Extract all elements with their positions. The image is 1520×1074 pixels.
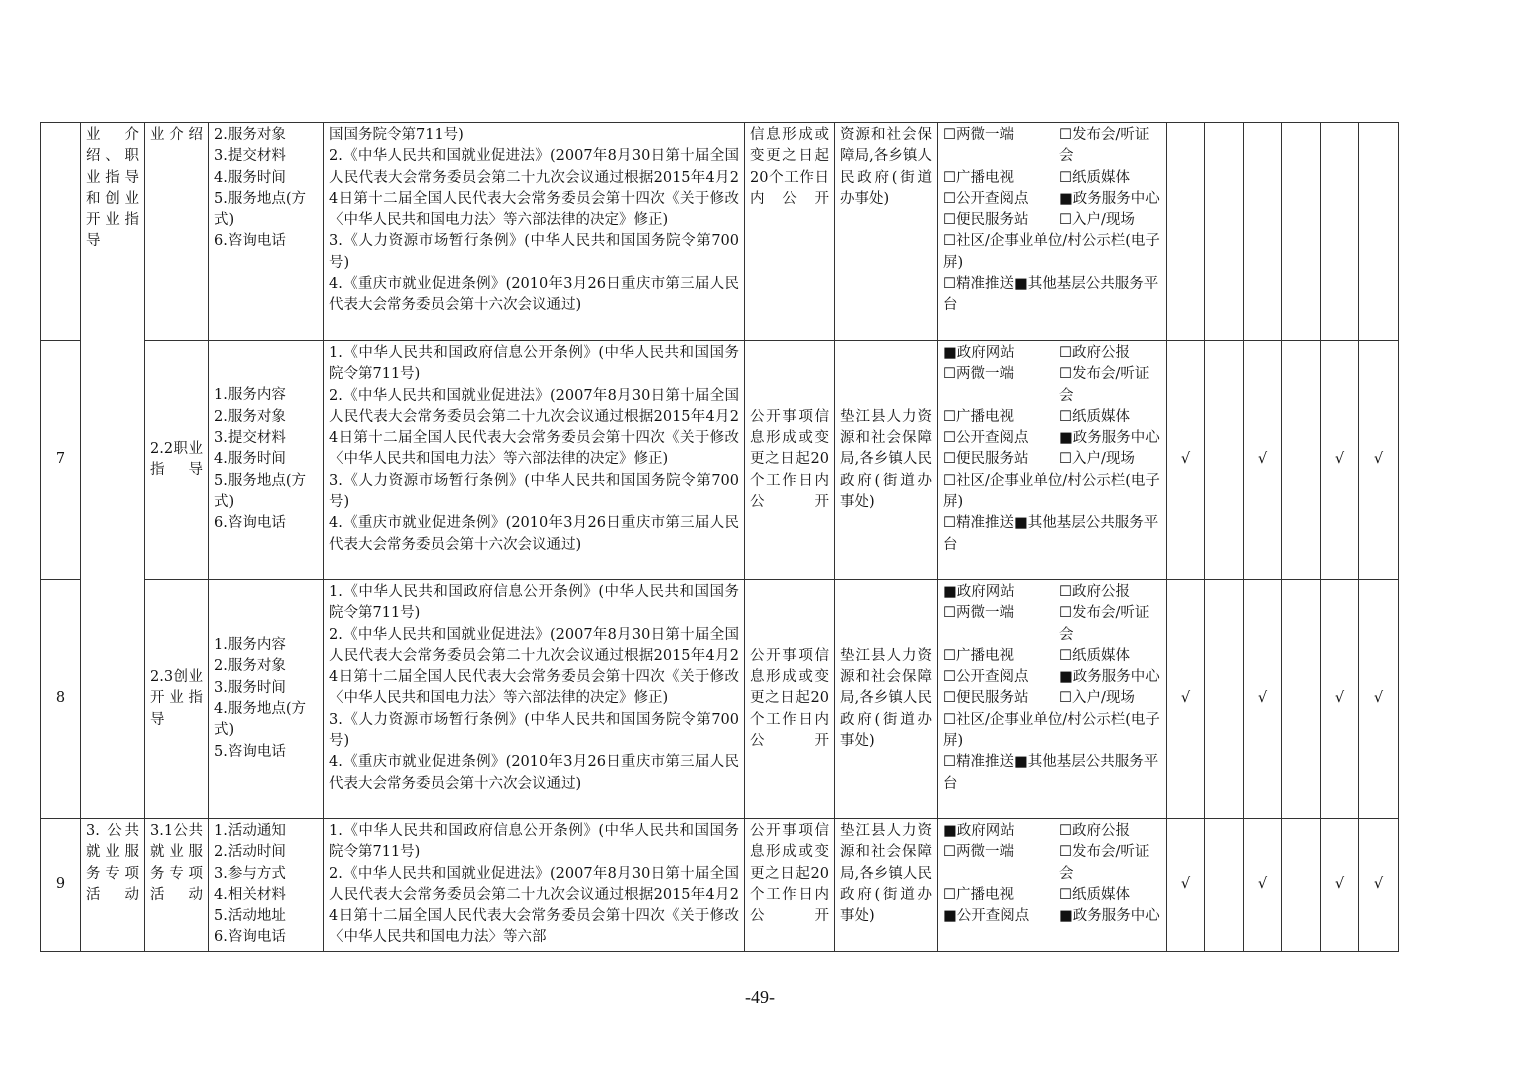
basis-text bbox=[324, 580, 745, 819]
channel-row bbox=[943, 449, 1161, 470]
channel-option: ☐入户/现场 bbox=[1059, 451, 1135, 468]
channel-option: ☐发布会/听证会 bbox=[1059, 127, 1150, 165]
basis-text bbox=[324, 123, 745, 341]
list-item: 4.服务时间 bbox=[214, 169, 286, 186]
channel-row bbox=[943, 667, 1161, 688]
check-cell: √ bbox=[1244, 580, 1282, 819]
check-cell: √ bbox=[1321, 580, 1359, 819]
channel-option: ☐广播电视 bbox=[943, 647, 1014, 664]
channel-row bbox=[943, 906, 1161, 927]
list-item: 3.《人力资源市场暂行条例》(中华人民共和国国务院令第700号) bbox=[329, 711, 739, 750]
list-item: 6.咨询电话 bbox=[214, 233, 286, 250]
channel-row bbox=[943, 821, 1161, 842]
disclosure-timeline: 公开事项信息形成或变更之日起20个工作日内公开 bbox=[745, 819, 835, 952]
list-item: 1.《中华人民共和国政府信息公开条例》(中华人民共和国国务院令第711号) bbox=[329, 584, 739, 622]
check-cell: √ bbox=[1359, 819, 1399, 952]
list-item: 6.咨询电话 bbox=[214, 515, 286, 532]
channel-row bbox=[943, 582, 1161, 603]
check-cell: √ bbox=[1167, 580, 1205, 819]
list-item: 5.服务地点(方式) bbox=[214, 472, 306, 510]
check-cell: √ bbox=[1244, 341, 1282, 580]
channel-option: ☐两微一端 bbox=[943, 605, 1014, 622]
list-item: 3.《人力资源市场暂行条例》(中华人民共和国国务院令第700号) bbox=[329, 233, 739, 271]
row-number: 7 bbox=[41, 341, 81, 580]
channel-option: ☐入户/现场 bbox=[1059, 690, 1135, 707]
channel-row: ☐精准推送■其他基层公共服务平台 bbox=[943, 754, 1159, 792]
channel-option: ☐纸质媒体 bbox=[1059, 647, 1130, 664]
check-cell bbox=[1359, 123, 1399, 341]
check-cell: √ bbox=[1321, 341, 1359, 580]
channel-option: ■政府网站 bbox=[943, 584, 1015, 600]
list-item: 2.《中华人民共和国就业促进法》(2007年8月30日第十届全国人民代表大会常务委员会第二十九次会议通过根据2015年4月24日第十二届全国人民代表大会常务委员会第十四次《关于修改〈中华人民共和国电力法〉等六部 bbox=[329, 865, 739, 946]
channel-row bbox=[943, 646, 1161, 667]
channel-row bbox=[943, 168, 1161, 189]
channel-option: ■政务服务中心 bbox=[1059, 669, 1160, 686]
channel-option: ☐发布会/听证会 bbox=[1059, 366, 1150, 404]
check-cell: √ bbox=[1359, 580, 1399, 819]
list-item: 5.咨询电话 bbox=[214, 743, 286, 760]
check-cell bbox=[1282, 341, 1321, 580]
channel-row bbox=[943, 407, 1161, 428]
channel-row bbox=[943, 125, 1161, 168]
row-number: 8 bbox=[41, 580, 81, 819]
check-cell bbox=[1205, 580, 1244, 819]
category-level2: 2.2职业指导 bbox=[145, 341, 209, 580]
list-item: 4.《重庆市就业促进条例》(2010年3月26日重庆市第三届人民代表大会常务委员会第十六次会议通过) bbox=[329, 515, 739, 553]
list-item: 4.《重庆市就业促进条例》(2010年3月26日重庆市第三届人民代表大会常务委员会第十六次会议通过) bbox=[329, 276, 739, 314]
channel-row bbox=[943, 189, 1161, 210]
disclosure-table bbox=[40, 122, 1399, 952]
disclosure-subject: 垫江县人力资源和社会保障局,各乡镇人民政府(街道办事处) bbox=[835, 580, 938, 819]
channel-option: ☐政府公报 bbox=[1059, 345, 1130, 361]
list-item: 1.服务内容 bbox=[214, 387, 286, 404]
list-item: 5.服务地点(方式) bbox=[214, 190, 306, 229]
disclosure-timeline: 公开事项信息形成或变更之日起20个工作日内公开 bbox=[745, 341, 835, 580]
disclosure-channels bbox=[938, 819, 1167, 952]
list-item: 2.《中华人民共和国就业促进法》(2007年8月30日第十届全国人民代表大会常务委员会第二十九次会议通过根据2015年4月24日第十二届全国人民代表大会常务委员会第十四次《关于修改〈中华人民共和国电力法〉等六部法律的决定》修正) bbox=[329, 148, 739, 229]
public-elements bbox=[209, 123, 324, 341]
row-number bbox=[41, 123, 81, 341]
list-item: 2.服务对象 bbox=[214, 127, 286, 143]
check-cell bbox=[1321, 123, 1359, 341]
channel-option: ☐两微一端 bbox=[943, 844, 1014, 861]
channel-row bbox=[943, 603, 1161, 646]
channel-option: ■政府网站 bbox=[943, 345, 1015, 361]
channel-option: ☐政府公报 bbox=[1059, 584, 1130, 600]
list-item: 3.提交材料 bbox=[214, 430, 286, 447]
public-elements bbox=[209, 341, 324, 580]
basis-text bbox=[324, 341, 745, 580]
check-cell: √ bbox=[1359, 341, 1399, 580]
disclosure-subject: 垫江县人力资源和社会保障局,各乡镇人民政府(街道办事处) bbox=[835, 341, 938, 580]
list-item: 2.《中华人民共和国就业促进法》(2007年8月30日第十届全国人民代表大会常务委员会第二十九次会议通过根据2015年4月24日第十二届全国人民代表大会常务委员会第十四次《关于修改〈中华人民共和国电力法〉等六部法律的决定》修正) bbox=[329, 626, 739, 707]
channel-row: ☐社区/企事业单位/村公示栏(电子屏) bbox=[943, 233, 1160, 271]
channel-row bbox=[943, 428, 1161, 449]
page-number: -49- bbox=[745, 987, 775, 1007]
category-level2: 2.3创业开业指导 bbox=[145, 580, 209, 819]
category-level2: 业介绍 bbox=[145, 123, 209, 341]
channel-row: ☐社区/企事业单位/村公示栏(电子屏) bbox=[943, 472, 1160, 511]
channel-row bbox=[943, 343, 1161, 364]
disclosure-channels bbox=[938, 123, 1167, 341]
channel-row bbox=[943, 842, 1161, 885]
list-item: 3.《人力资源市场暂行条例》(中华人民共和国国务院令第700号) bbox=[329, 472, 739, 511]
channel-option: ☐公开查阅点 bbox=[943, 190, 1029, 207]
check-cell bbox=[1282, 123, 1321, 341]
list-item: 5.活动地址 bbox=[214, 908, 286, 925]
check-cell bbox=[1167, 123, 1205, 341]
channel-option: ☐发布会/听证会 bbox=[1059, 605, 1150, 643]
list-item: 1.《中华人民共和国政府信息公开条例》(中华人民共和国国务院令第711号) bbox=[329, 823, 739, 861]
check-cell bbox=[1205, 123, 1244, 341]
disclosure-channels bbox=[938, 580, 1167, 819]
list-item: 4.相关材料 bbox=[214, 886, 286, 903]
list-item: 1.《中华人民共和国政府信息公开条例》(中华人民共和国国务院令第711号) bbox=[329, 345, 739, 383]
channel-option: ☐纸质媒体 bbox=[1059, 408, 1130, 425]
table-row bbox=[41, 123, 1399, 341]
channel-option: ☐两微一端 bbox=[943, 366, 1014, 383]
public-elements bbox=[209, 580, 324, 819]
channel-option: ☐便民服务站 bbox=[943, 690, 1029, 707]
check-cell bbox=[1282, 819, 1321, 952]
list-item: 国国务院令第711号) bbox=[329, 127, 464, 143]
list-item: 1.服务内容 bbox=[214, 637, 286, 654]
channel-option: ☐公开查阅点 bbox=[943, 669, 1029, 686]
category-level1: 3. 公共就业服务专项活动 bbox=[81, 819, 145, 952]
table-row bbox=[41, 819, 1399, 952]
list-item: 2.服务对象 bbox=[214, 408, 286, 425]
channel-option: ■政务服务中心 bbox=[1059, 190, 1160, 207]
table-row bbox=[41, 341, 1399, 580]
channel-option: ☐广播电视 bbox=[943, 169, 1014, 186]
channel-row bbox=[943, 364, 1161, 407]
disclosure-timeline: 公开事项信息形成或变更之日起20个工作日内公开 bbox=[745, 580, 835, 819]
public-elements bbox=[209, 819, 324, 952]
disclosure-channels bbox=[938, 341, 1167, 580]
disclosure-timeline: 信息形成或变更之日起20个工作日内公开 bbox=[745, 123, 835, 341]
list-item: 4.服务时间 bbox=[214, 451, 286, 468]
channel-row: ☐精准推送■其他基层公共服务平台 bbox=[943, 276, 1159, 314]
check-cell bbox=[1282, 580, 1321, 819]
channel-row: ☐精准推送■其他基层公共服务平台 bbox=[943, 515, 1159, 553]
check-cell: √ bbox=[1167, 341, 1205, 580]
category-level1: 业介绍、职业指导和创业开业指导 bbox=[81, 123, 145, 819]
category-level2: 3.1公共就业服务专项活动 bbox=[145, 819, 209, 952]
list-item: 6.咨询电话 bbox=[214, 929, 286, 946]
basis-text bbox=[324, 819, 745, 952]
check-cell: √ bbox=[1244, 819, 1282, 952]
row-number: 9 bbox=[41, 819, 81, 952]
channel-option: ☐广播电视 bbox=[943, 886, 1014, 903]
list-item: 1.活动通知 bbox=[214, 823, 286, 839]
table-row bbox=[41, 580, 1399, 819]
channel-row bbox=[943, 688, 1161, 709]
channel-option: ■政务服务中心 bbox=[1059, 908, 1160, 925]
channel-option: ☐政府公报 bbox=[1059, 823, 1130, 839]
list-item: 4.服务地点(方式) bbox=[214, 701, 306, 739]
channel-option: ☐便民服务站 bbox=[943, 212, 1029, 229]
list-item: 4.《重庆市就业促进条例》(2010年3月26日重庆市第三届人民代表大会常务委员会第十六次会议通过) bbox=[329, 754, 739, 792]
list-item: 2.《中华人民共和国就业促进法》(2007年8月30日第十届全国人民代表大会常务委员会第二十九次会议通过根据2015年4月24日第十二届全国人民代表大会常务委员会第十四次《关于修改〈中华人民共和国电力法〉等六部法律的决定》修正) bbox=[329, 387, 739, 468]
check-cell bbox=[1205, 341, 1244, 580]
channel-option: ■公开查阅点 bbox=[943, 908, 1030, 925]
disclosure-subject: 垫江县人力资源和社会保障局,各乡镇人民政府(街道办事处) bbox=[835, 819, 938, 952]
channel-option: ☐纸质媒体 bbox=[1059, 169, 1130, 186]
list-item: 2.活动时间 bbox=[214, 844, 286, 861]
channel-option: ■政府网站 bbox=[943, 823, 1015, 839]
channel-option: ☐发布会/听证会 bbox=[1059, 844, 1150, 882]
disclosure-subject: 资源和社会保障局,各乡镇人民政府(街道办事处) bbox=[835, 123, 938, 341]
channel-row bbox=[943, 210, 1161, 231]
check-cell: √ bbox=[1167, 819, 1205, 952]
channel-row bbox=[943, 885, 1161, 906]
check-cell bbox=[1205, 819, 1244, 952]
channel-option: ☐便民服务站 bbox=[943, 451, 1029, 468]
channel-row: ☐社区/企事业单位/村公示栏(电子屏) bbox=[943, 711, 1160, 750]
check-cell bbox=[1244, 123, 1282, 341]
channel-option: ☐广播电视 bbox=[943, 408, 1014, 425]
channel-option: ☐入户/现场 bbox=[1059, 212, 1135, 229]
channel-option: ☐两微一端 bbox=[943, 127, 1014, 143]
channel-option: ☐纸质媒体 bbox=[1059, 886, 1130, 903]
channel-option: ■政务服务中心 bbox=[1059, 430, 1160, 447]
list-item: 3.服务时间 bbox=[214, 679, 286, 696]
check-cell: √ bbox=[1321, 819, 1359, 952]
list-item: 3.参与方式 bbox=[214, 865, 286, 882]
channel-option: ☐公开查阅点 bbox=[943, 430, 1029, 447]
list-item: 2.服务对象 bbox=[214, 658, 286, 675]
list-item: 3.提交材料 bbox=[214, 148, 286, 165]
